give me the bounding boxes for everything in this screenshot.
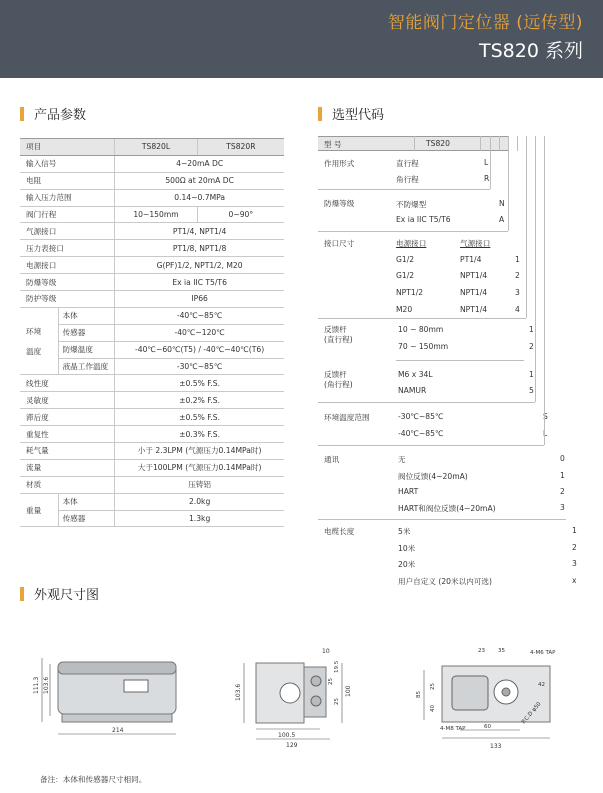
table-row: 传感器 -40℃~120℃: [20, 324, 284, 341]
table-row: 阀门行程 10~150mm 0~90°: [20, 206, 284, 223]
product-title: 智能阀门定位器 (远传型): [387, 13, 583, 33]
table-row: 输入压力范围 0.14~0.7MPa: [20, 189, 284, 206]
svg-text:23: 23: [478, 648, 485, 654]
code-section-title: 选型代码: [318, 104, 384, 123]
page-header: [0, 0, 603, 78]
table-row: 耗气量 小于 2.3LPM (气源压力0.14MPa时): [20, 443, 284, 460]
svg-text:103.6: 103.6: [235, 683, 242, 701]
table-row: 防爆等级 Ex ia IIC T5/T6: [20, 274, 284, 291]
svg-text:100: 100: [345, 685, 352, 697]
table-row: 流量 大于100LPM (气源压力0.14MPa时): [20, 459, 284, 476]
table-row: 线性度 ±0.5% F.S.: [20, 375, 284, 392]
accent-bar: [318, 107, 322, 121]
table-row: 重复性 ±0.3% F.S.: [20, 426, 284, 443]
table-row: 气源接口 PT1/4, NPT1/4: [20, 223, 284, 240]
table-row: 环境 温度 本体 -40℃~85℃: [20, 307, 284, 324]
table-row: 压力表接口 PT1/8, NPT1/8: [20, 240, 284, 257]
svg-text:100.5: 100.5: [278, 732, 296, 739]
spec-table: [20, 138, 284, 527]
svg-text:129: 129: [286, 742, 298, 749]
svg-text:4-M6 TAP: 4-M6 TAP: [530, 650, 556, 656]
svg-text:10: 10: [322, 648, 330, 655]
svg-text:111.3: 111.3: [33, 676, 40, 694]
svg-text:P.C.D φ50: P.C.D φ50: [520, 701, 543, 726]
table-row: 电源接口 G(PF)1/2, NPT1/2, M20: [20, 257, 284, 274]
svg-text:35: 35: [498, 648, 505, 654]
svg-text:42: 42: [538, 682, 545, 688]
svg-text:25: 25: [334, 698, 340, 705]
table-row: 液晶工作温度 -30℃~85℃: [20, 358, 284, 375]
svg-text:214: 214: [112, 727, 124, 734]
table-row: 防护等级 IP66: [20, 291, 284, 308]
dimension-note: 备注：本体和传感器尺寸相同。: [40, 775, 147, 784]
temp-group-label: 环境 温度: [20, 307, 58, 375]
svg-text:19.5: 19.5: [334, 660, 340, 673]
accent-bar: [20, 587, 24, 601]
svg-text:133: 133: [490, 743, 502, 750]
svg-text:60: 60: [484, 724, 491, 730]
spec-section-title: 产品参数: [20, 104, 86, 123]
accent-bar: [20, 107, 24, 121]
svg-text:25: 25: [430, 683, 436, 690]
svg-text:85: 85: [416, 691, 422, 698]
table-row: 重量 本体 2.0kg: [20, 493, 284, 510]
dimension-section-title: 外观尺寸图: [20, 584, 99, 603]
svg-text:40: 40: [430, 705, 436, 712]
svg-text:103.6: 103.6: [43, 676, 50, 694]
table-row: 输入信号 4~20mA DC: [20, 155, 284, 172]
top-view-drawing: [400, 640, 580, 752]
table-row: 防爆温度 -40℃~60℃(T5) / -40℃~40℃(T6): [20, 341, 284, 358]
product-series: TS820 系列: [479, 40, 583, 62]
table-row: 传感器 1.3kg: [20, 510, 284, 527]
svg-text:4-M8 TAP: 4-M8 TAP: [440, 726, 466, 732]
table-row: 灵敏度 ±0.2% F.S.: [20, 392, 284, 409]
table-header-row: 项目 TS820L TS820R: [20, 139, 284, 156]
table-row: 滞后度 ±0.5% F.S.: [20, 409, 284, 426]
table-row: 材质 压铸铝: [20, 476, 284, 493]
svg-text:25: 25: [328, 678, 334, 685]
table-row: 电阻 500Ω at 20mA DC: [20, 172, 284, 189]
front-view-drawing: [28, 650, 188, 746]
side-view-drawing: [230, 645, 360, 749]
